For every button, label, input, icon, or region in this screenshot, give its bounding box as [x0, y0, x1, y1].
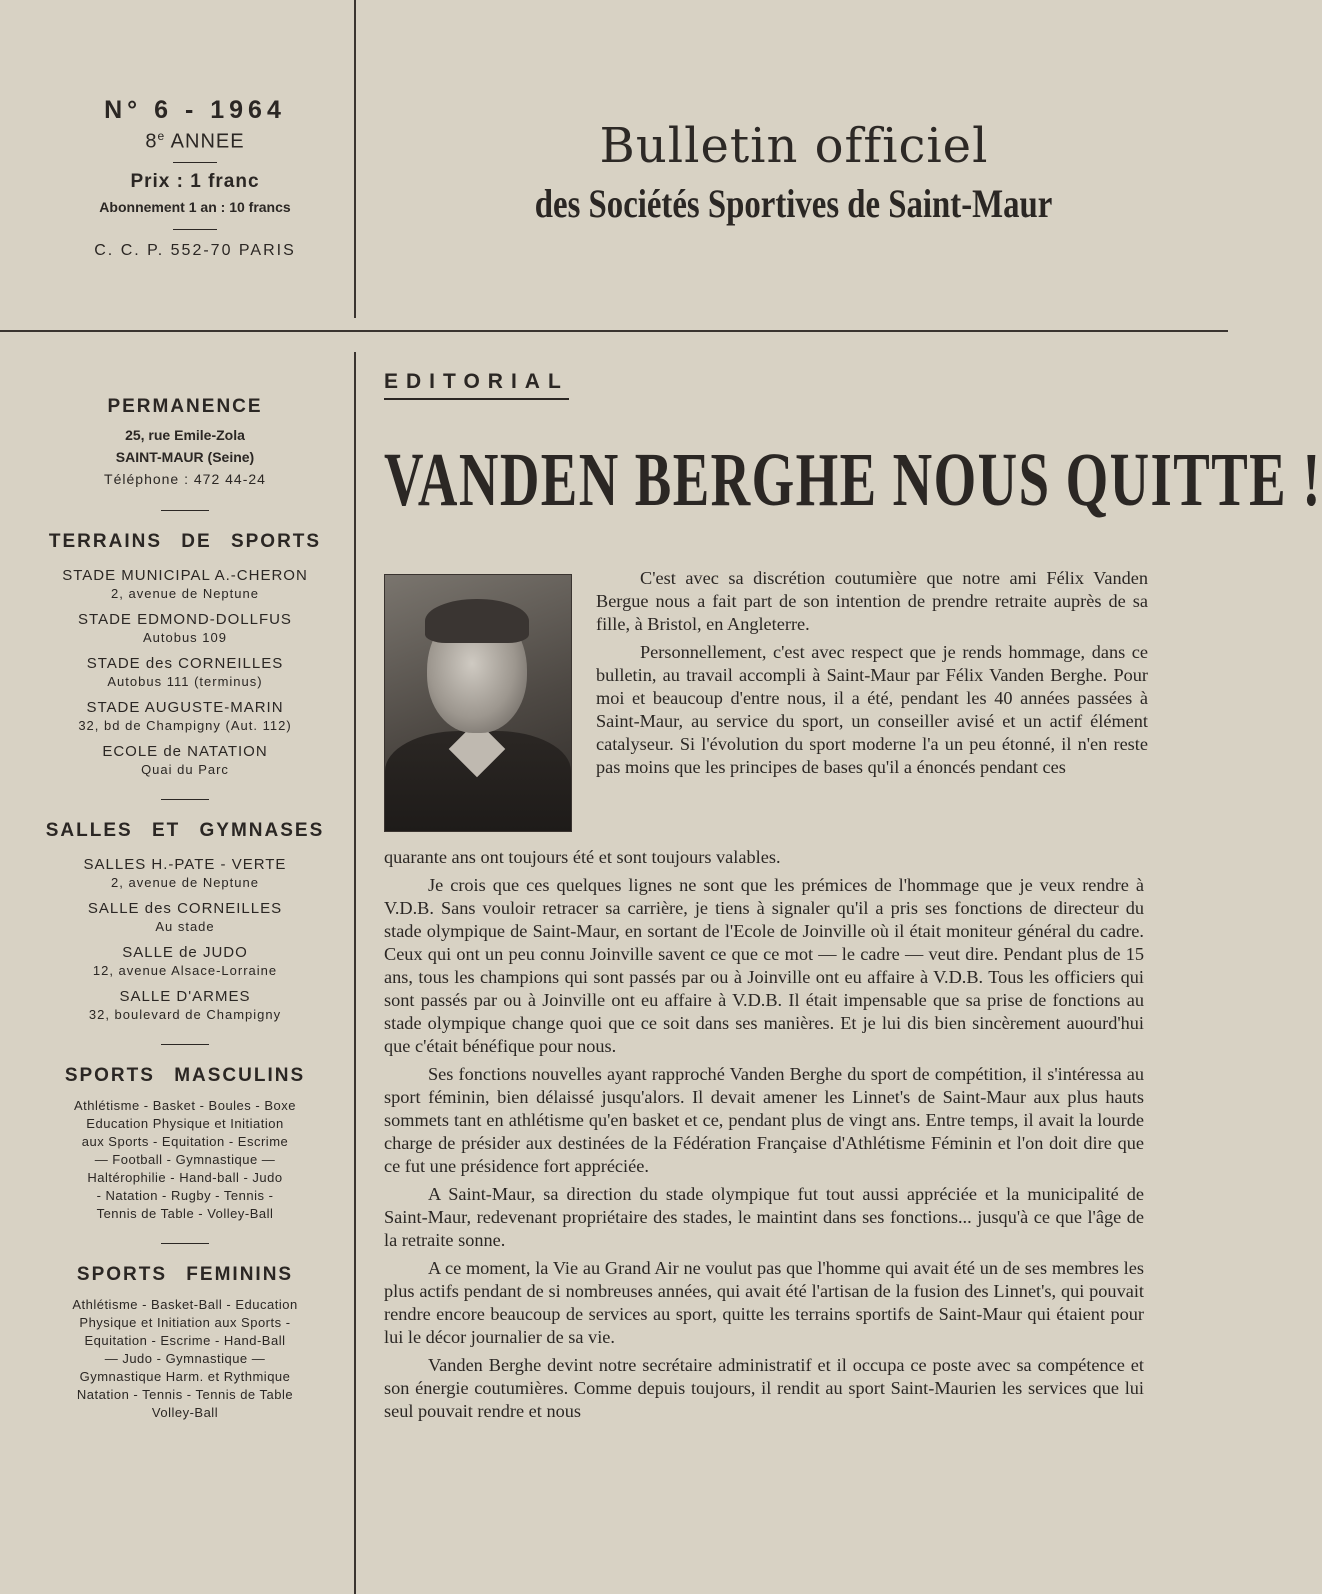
paragraph: Je crois que ces quelques lignes ne sont que les prémices de l'hommage que je veux rendre à V.D.B. Sans vouloir retracer sa carrière, je tiens à signaler qu'il a pris ses fonctions de directeur du stade olympique de Saint-Maur, en sortant de l'Ecole de Joinville où il était moniteur général du cadre. Ceux qui ont un peu connu Joinville savent ce que ce mot — le cadre — veut dire. Pendant plus de 15 ans, tous les champions qui sont passés par ou à Joinville ont eu affaire à V.D.B. Tous les officiers qui sont passés par ou à Joinville ont eu affaire à V.D.B. Il était impensable que sa prise de fonctions au stade olympique change quoi que ce soit dans ses manières. Et je lui dis bien sincèrement auourd'hui que c'était bénéfique pour nous.: [384, 875, 1144, 1056]
section-label: EDITORIAL: [384, 370, 569, 400]
divider: [161, 1044, 209, 1045]
price: Prix : 1 franc: [130, 170, 260, 192]
venue-name: STADE AUGUSTE-MARIN: [86, 699, 284, 716]
venue-name: STADE des CORNEILLES: [86, 655, 284, 672]
venue-name: STADE EDMOND-DOLLFUS: [78, 611, 292, 628]
photo-hair: [425, 599, 529, 643]
paragraph: Vanden Berghe devint notre secrétaire administratif et il occupa ce poste avec sa compétence et son énergie coutumières. Comme depuis toujours, il rendit au sport Saint-Maurien les services que lui seul pouvait rendre et nous: [384, 1355, 1144, 1421]
issue-info: [50, 96, 340, 260]
paragraph: A Saint-Maur, sa direction du stade olympique fut tout aussi appréciée et la municipalité de Saint-Maur, redevenant propriétaire des stades, le maintint dans ses fonctions... jusqu'à ce que l'âge de la retraite sonne.: [384, 1184, 1144, 1250]
venue-detail: Autobus 109: [142, 630, 227, 645]
permanence-address: 25, rue Emile-Zola SAINT-MAUR (Seine) Téléphone : 472 44-24: [104, 427, 266, 487]
paragraph: A ce moment, la Vie au Grand Air ne voulut pas que l'homme qui avait été un de ses membres les plus actifs pendant de si nombreuses années, qui avait été l'artisan de la fusion des Linnet's, qui pouvait rendre encore beaucoup de services au sport, quitte les terrains sportifs de Saint-Maur qui étaient pour lui le décor journalier de sa vie.: [384, 1258, 1144, 1347]
year-label: 8e ANNEE: [145, 129, 245, 153]
venue-detail: 12, avenue Alsace-Lorraine: [92, 963, 278, 978]
venue-name: SALLE D'ARMES: [119, 988, 251, 1005]
masculins-heading: SPORTS MASCULINS: [64, 1065, 306, 1086]
venue-detail: Au stade: [155, 919, 215, 934]
paragraph: Personnellement, c'est avec respect que je rends hommage, dans ce bulletin, au travail accompli à Saint-Maur par Félix Vanden Berghe. Pour moi et beaucoup d'entre nous, il a été, pendant les 40 années passées à Saint-Maur, au service du sport, un conseiller avisé et un actif élément catalyseur. Si l'évolution du sport moderne l'a un peu étonné, il n'en reste pas moins que les principes de bases qu'il a énoncés pendant ces: [596, 642, 1148, 777]
venue-detail: 2, avenue de Neptune: [111, 875, 259, 890]
venue-detail: Quai du Parc: [141, 762, 229, 777]
masthead: [360, 118, 1228, 227]
permanence-heading: PERMANENCE: [107, 396, 263, 417]
article: [384, 370, 1322, 1421]
divider: [173, 162, 217, 163]
venue-detail: Autobus 111 (terminus): [107, 674, 263, 689]
venue-detail: 2, avenue de Neptune: [111, 586, 259, 601]
header-rule: [0, 330, 1228, 332]
feminins-list: Athlétisme - Basket-Ball - Education Physique et Initiation aux Sports - Equitation - Escrime - Hand-Ball — Judo - Gymnastique — Gymnastique Harm. et Rythmique Natation - Tennis - Tennis de Table Volley-Ball: [72, 1297, 298, 1420]
portrait-photo: [384, 574, 572, 832]
sidebar: [30, 396, 340, 1422]
salles-list: [30, 856, 340, 1024]
venue-name: SALLE des CORNEILLES: [87, 900, 283, 917]
subscription: Abonnement 1 an : 10 francs: [99, 198, 291, 215]
article-body: [384, 846, 1144, 1428]
venue-name: SALLE de JUDO: [122, 944, 248, 961]
divider: [161, 1243, 209, 1244]
article-body-wrap: [596, 567, 1148, 784]
venue-detail: 32, boulevard de Champigny: [88, 1007, 282, 1022]
venue-name: ECOLE de NATATION: [102, 743, 268, 760]
divider: [173, 229, 217, 230]
masculins-list: Athlétisme - Basket - Boules - Boxe Education Physique et Initiation aux Sports - Equitation - Escrime — Football - Gymnastique — Haltérophilie - Hand-ball - Judo - Natation - Rugby - Tennis - Tennis de Table - Volley-Ball: [74, 1098, 296, 1221]
header-divider: [354, 0, 356, 318]
divider: [161, 510, 209, 511]
feminins-heading: SPORTS FEMININS: [76, 1264, 294, 1285]
headline: VANDEN BERGHE NOUS QUITTE !: [384, 438, 1322, 522]
venue-name: STADE MUNICIPAL A.-CHERON: [62, 567, 308, 584]
venue-name: SALLES H.-PATE - VERTE: [83, 856, 287, 873]
venue-detail: 32, bd de Champigny (Aut. 112): [78, 718, 292, 733]
ccp: C. C. P. 552-70 PARIS: [94, 241, 296, 259]
terrains-heading: TERRAINS DE SPORTS: [48, 531, 322, 552]
column-divider: [354, 352, 356, 1594]
issue-number: N° 6 - 1964: [104, 96, 286, 124]
paragraph: quarante ans ont toujours été et sont toujours valables.: [384, 847, 781, 867]
divider: [161, 799, 209, 800]
masthead-title: Bulletin officiel: [599, 118, 989, 174]
masthead-subtitle: des Sociétés Sportives de Saint-Maur: [535, 181, 1053, 226]
terrains-list: [30, 567, 340, 779]
paragraph: C'est avec sa discrétion coutumière que notre ami Félix Vanden Bergue nous a fait part de son intention de prendre retraite auprès de sa fille, à Bristol, en Angleterre.: [596, 568, 1148, 634]
paragraph: Ses fonctions nouvelles ayant rapproché Vanden Berghe du sport de compétition, il s'intéressa au sport féminin, bien délaissé jusqu'alors. Il devait amener les Linnet's de Saint-Maur aux plus hauts sommets tant en athlétisme qu'en basket et ce, pendant plus de vingt ans. Entre temps, il avait la lourde charge de présider aux destinées de la Fédération Française d'Athlétisme Féminin et l'on doit dire que ce fut une présidence fort appréciée.: [384, 1064, 1144, 1176]
salles-heading: SALLES ET GYMNASES: [45, 820, 325, 841]
